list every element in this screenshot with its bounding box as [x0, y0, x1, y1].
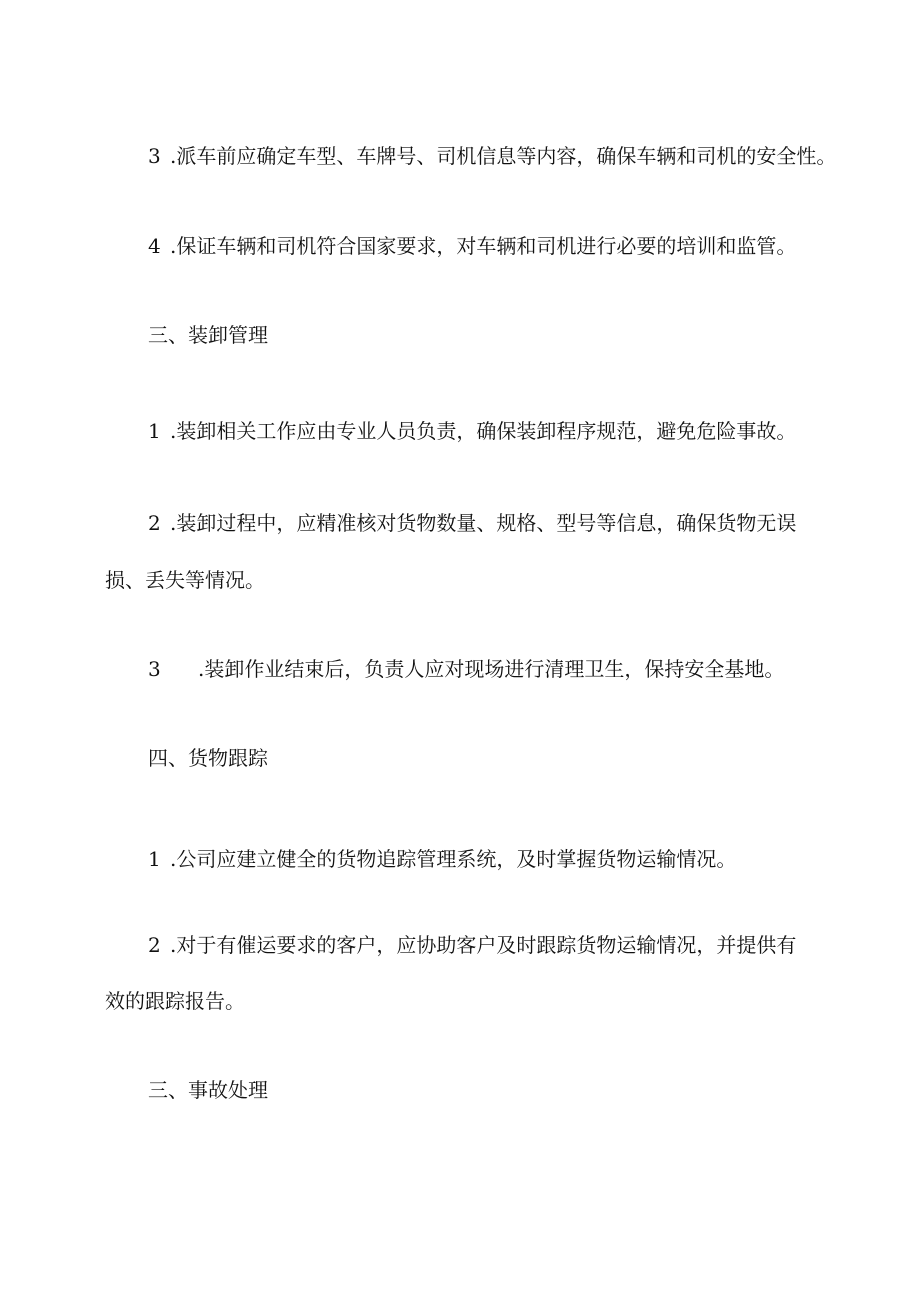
list-item — [148, 932, 796, 958]
section-heading: 四、货物跟踪 — [148, 746, 268, 770]
item-number: 1 — [148, 419, 161, 443]
list-item — [148, 656, 784, 682]
item-text: .派车前应确定车型、车牌号、司机信息等内容，确保车辆和司机的安全性。 — [170, 144, 837, 168]
list-item — [148, 418, 796, 444]
item-number: 3 — [148, 144, 161, 168]
item-number: 2 — [148, 933, 161, 957]
list-item — [148, 510, 796, 536]
item-text: .装卸作业结束后，负责人应对现场进行清理卫生，保持安全基地。 — [198, 657, 785, 681]
section-heading: 三、装卸管理 — [148, 323, 268, 347]
item-number: 3 — [148, 657, 161, 681]
item-text: .对于有催运要求的客户，应协助客户及时跟踪货物运输情况，并提供有 — [170, 933, 797, 957]
list-item — [148, 233, 796, 259]
list-item — [148, 143, 836, 169]
item-text: .保证车辆和司机符合国家要求，对车辆和司机进行必要的培训和监管。 — [170, 234, 797, 258]
item-number: 1 — [148, 847, 161, 871]
list-item — [148, 846, 736, 872]
item-text: .装卸相关工作应由专业人员负责，确保装卸程序规范，避免危险事故。 — [170, 419, 797, 443]
item-number: 4 — [148, 234, 161, 258]
section-heading: 三、事故处理 — [148, 1078, 268, 1102]
item-continuation: 损、丢失等情况。 — [105, 568, 265, 592]
item-number: 2 — [148, 511, 161, 535]
item-text: .装卸过程中，应精准核对货物数量、规格、型号等信息，确保货物无误 — [170, 511, 797, 535]
item-text: .公司应建立健全的货物追踪管理系统，及时掌握货物运输情况。 — [170, 847, 737, 871]
item-continuation: 效的跟踪报告。 — [105, 989, 245, 1013]
